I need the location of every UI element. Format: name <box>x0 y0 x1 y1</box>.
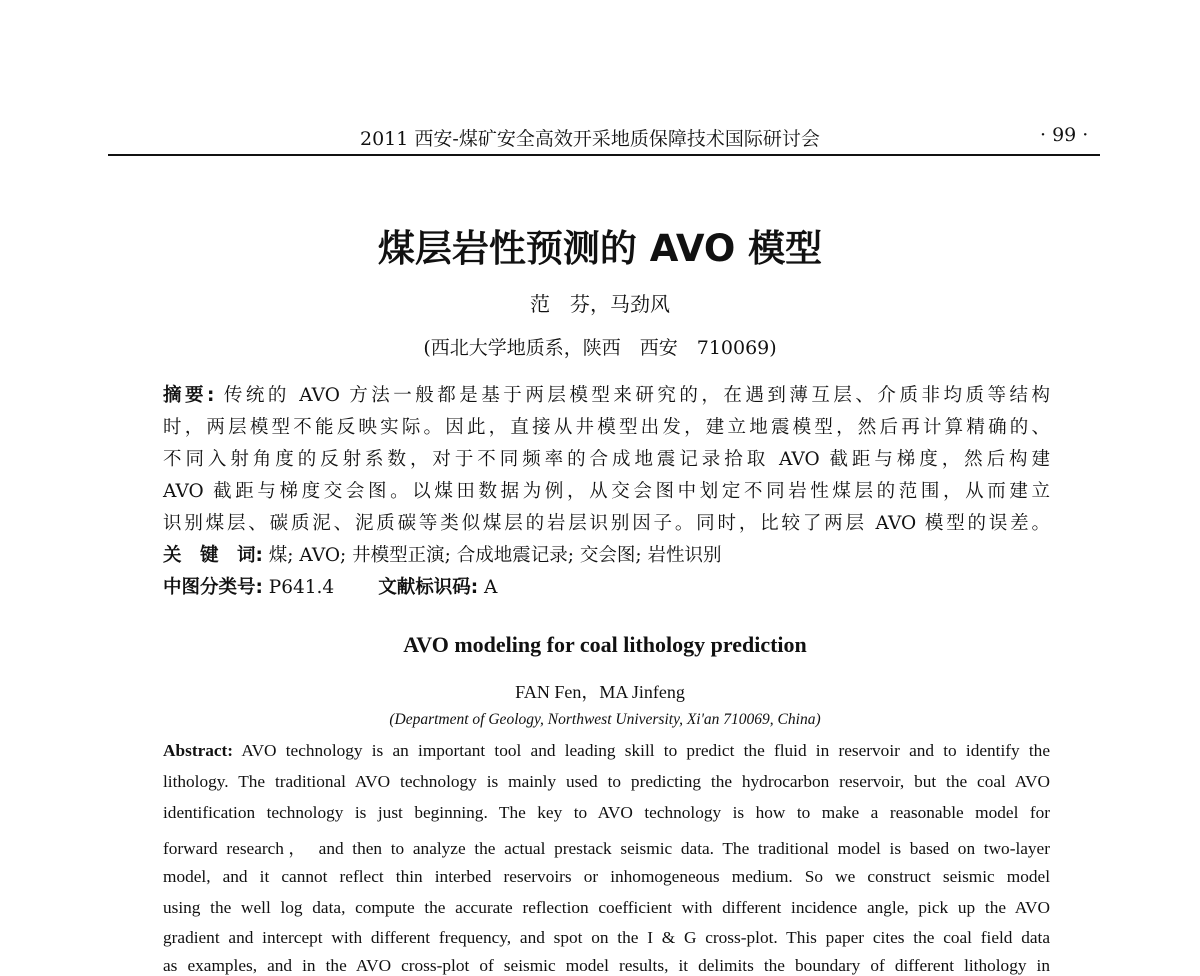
authors: 范 芬，马劲风 <box>530 292 670 316</box>
abstract-cn-line: 不同入射角度的反射系数，对于不同频率的合成地震记录拾取 AVO 截距与梯度，然后构建 <box>163 449 1050 470</box>
english-title: AVO modeling for coal lithology prediction <box>403 632 807 657</box>
keywords-label: 关 键 词: <box>163 545 263 566</box>
header-rule <box>108 154 1100 156</box>
abstract-cn-line: 识别煤层、碳质泥、泥质碳等类似煤层的岩层识别因子。同时，比较了两层 AVO 模型的误差。 <box>163 513 1050 534</box>
abstract-cn-line <box>163 381 1050 407</box>
english-authors: FAN Fen，MA Jinfeng <box>515 682 685 702</box>
doc-code-value: A <box>484 577 498 598</box>
abstract-en-line <box>163 741 1050 761</box>
clc-label: 中图分类号: <box>163 577 263 598</box>
keywords-value: 煤; AVO; 井模型正演; 合成地震记录; 交会图; 岩性识别 <box>268 545 722 566</box>
abstract-en-label: Abstract: <box>163 741 234 760</box>
abstract-en-line: gradient and intercept with different frequency, and spot on the I & G cross-plot. This paper cites the coal field data <box>163 928 1050 947</box>
abstract-cn-line: 时，两层模型不能反映实际。因此，直接从井模型出发，建立地震模型，然后再计算精确的、 <box>163 417 1050 438</box>
keywords-cn <box>163 541 1050 567</box>
abstract-en-line: using the well log data, compute the accurate reflection coefficient with different incidence angle, pick up the AVO <box>163 898 1050 917</box>
classification <box>163 573 1050 599</box>
running-header: 2011 西安-煤矿安全高效开采地质保障技术国际研讨会 <box>360 128 820 150</box>
abstract-en-text: AVO technology is an important tool and leading skill to predict the fluid in reservoir and to identify the <box>241 741 1050 760</box>
paper-title: 煤层岩性预测的 AVO 模型 <box>377 227 823 270</box>
abstract-en-line: as examples, and in the AVO cross-plot of seismic model results, it delimits the boundary of different lithology in <box>163 956 1050 975</box>
abstract-en-line: model, and it cannot reflect thin interbed reservoirs or inhomogeneous medium. So we construct seismic model <box>163 867 1050 886</box>
abstract-cn-text: 传统的 AVO 方法一般都是基于两层模型来研究的，在遇到薄互层、介质非均质等结构 <box>223 385 1050 406</box>
abstract-cn-line: AVO 截距与梯度交会图。以煤田数据为例，从交会图中划定不同岩性煤层的范围，从而建立 <box>163 481 1050 502</box>
doc-code-label: 文献标识码: <box>378 577 479 598</box>
abstract-en-line: forward research， and then to analyze the actual prestack seismic data. The traditional model is based on two-layer <box>163 839 1050 858</box>
abstract-cn-label: 摘要: <box>163 385 215 406</box>
abstract-en-line: identification technology is just beginning. The key to AVO technology is how to make a reasonable model for <box>163 803 1050 822</box>
english-affiliation: (Department of Geology, Northwest University, Xi'an 710069, China) <box>389 711 821 728</box>
affiliation: (西北大学地质系，陕西 西安 710069) <box>423 337 777 359</box>
abstract-en-line: lithology. The traditional AVO technology is mainly used to predicting the hydrocarbon reservoir, but the coal AVO <box>163 772 1050 791</box>
clc-value: P641.4 <box>268 577 335 598</box>
page-number: · 99 · <box>1040 124 1089 146</box>
